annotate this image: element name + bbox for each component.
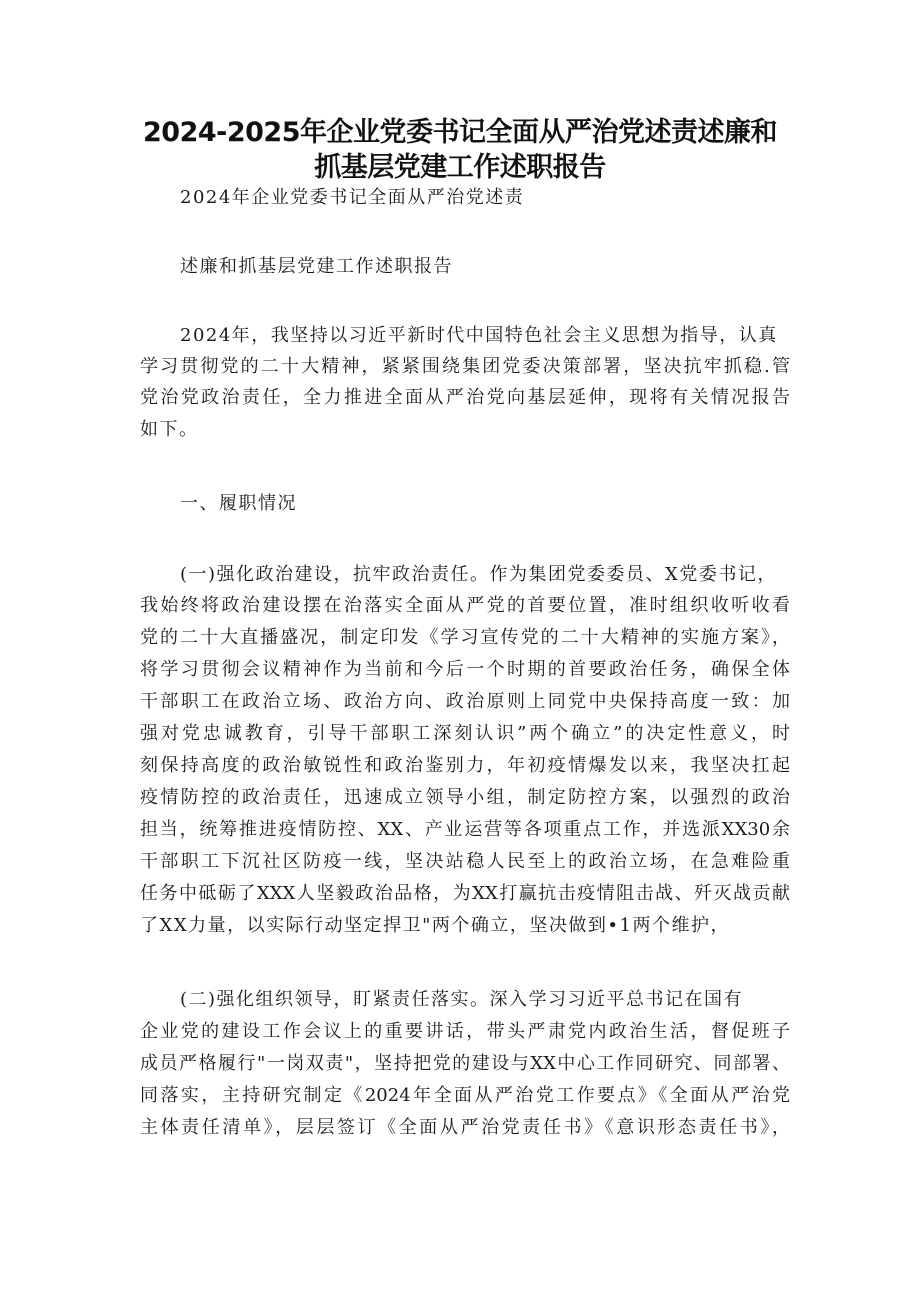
paragraph1-line: 干部职工在政治立场、政治方向、政治原则上同党中央保持高度一致：加 bbox=[140, 691, 790, 712]
section-heading: 一、履职情况 bbox=[180, 493, 297, 514]
paragraph2-line: 企业党的建设工作会议上的重要讲话，带头严肃党内政治生活，督促班子 bbox=[140, 1021, 790, 1042]
paragraph2-line: 成员严格履行"一岗双责"，坚持把党的建设与XX中心工作同研究、同部署、 bbox=[140, 1053, 790, 1074]
paragraph1-line: 担当，统筹推进疫情防控、XX、产业运营等各项重点工作，并选派XX30余 bbox=[140, 819, 790, 840]
subtitle-line-2: 述廉和抓基层党建工作述职报告 bbox=[180, 256, 453, 277]
intro-line: 2024年，我坚持以习近平新时代中国特色社会主义思想为指导，认真 bbox=[180, 325, 778, 346]
paragraph1-line: (一)强化政治建设，抗牢政治责任。作为集团党委委员、X党委书记， bbox=[180, 564, 777, 585]
subtitle-line-1: 2024年企业党委书记全面从严治党述责 bbox=[180, 187, 525, 208]
paragraph1-line: 我始终将政治建设摆在治落实全面从严党的首要位置，准时组织收听收看 bbox=[140, 595, 790, 616]
document-title-line-1: 2024-2025年企业党委书记全面从严治党述责述廉和 bbox=[143, 117, 777, 148]
paragraph2-line: (二)强化组织领导，盯紧责任落实。深入学习习近平总书记在国有 bbox=[180, 989, 744, 1010]
intro-line: 党治党政治责任，全力推进全面从严治党向基层延伸，现将有关情况报告 bbox=[140, 387, 790, 408]
intro-line: 如下。 bbox=[140, 419, 199, 440]
intro-line: 学习贯彻党的二十大精神，紧紧围绕集团党委决策部署，坚决抗牢抓稳.管 bbox=[140, 356, 790, 377]
paragraph1-line: 强对党忠诚教育，引导干部职工深刻认识”两个确立”的决定性意义，时 bbox=[140, 723, 790, 744]
document-title-line-2: 抓基层党建工作述职报告 bbox=[314, 152, 606, 183]
paragraph2-line: 同落实，主持研究制定《2024年全面从严治党工作要点》《全面从严治党 bbox=[140, 1085, 790, 1106]
paragraph1-line: 了XX力量，以实际行动坚定捍卫"两个确立，坚决做到•1两个维护， bbox=[140, 915, 730, 936]
paragraph1-line: 党的二十大直播盛况，制定印发《学习宣传党的二十大精神的实施方案》， bbox=[140, 627, 790, 648]
paragraph1-line: 将学习贯彻会议精神作为当前和今后一个时期的首要政治任务，确保全体 bbox=[140, 659, 790, 680]
paragraph2-line: 主体责任清单》，层层签订《全面从严治党责任书》《意识形态责任书》， bbox=[140, 1117, 790, 1138]
paragraph1-line: 任务中砥砺了XXX人坚毅政治品格，为XX打赢抗击疫情阻击战、歼灭战贡献 bbox=[140, 883, 790, 904]
paragraph1-line: 干部职工下沉社区防疫一线，坚决站稳人民至上的政治立场，在急难险重 bbox=[140, 851, 790, 872]
paragraph1-line: 疫情防控的政治责任，迅速成立领导小组，制定防控方案，以强烈的政治 bbox=[140, 787, 790, 808]
paragraph1-line: 刻保持高度的政治敏锐性和政治鉴别力，年初疫情爆发以来，我坚决扛起 bbox=[140, 755, 790, 776]
